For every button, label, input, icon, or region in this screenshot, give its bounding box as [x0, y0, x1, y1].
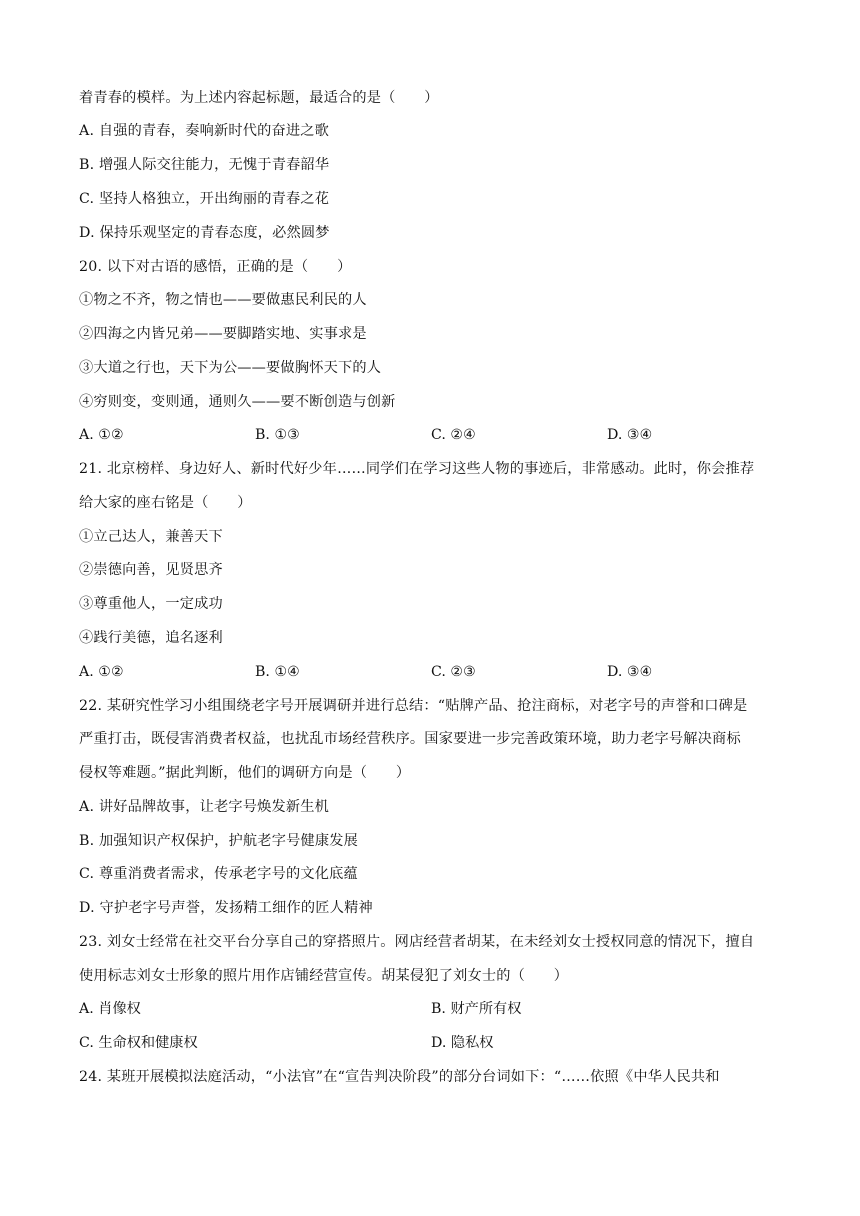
q20-item-2: ②四海之内皆兄弟——要脚踏实地、实事求是	[79, 326, 367, 342]
q21-option-c: C. ②③	[431, 664, 476, 680]
q20-option-a: A. ①②	[79, 427, 124, 443]
q21-item-2: ②崇德向善，见贤思齐	[79, 562, 223, 578]
q19-option-a: A. 自强的青春，奏响新时代的奋进之歌	[79, 123, 330, 139]
q20-option-c: C. ②④	[431, 427, 476, 443]
q23-option-a: A. 肖像权	[79, 1001, 141, 1017]
q19-option-d: D. 保持乐观坚定的青春态度，必然圆梦	[79, 225, 330, 241]
q21-item-1: ①立己达人，兼善天下	[79, 529, 223, 545]
q23-stem-line-1: 23. 刘女士经常在社交平台分享自己的穿搭照片。网店经营者胡某，在未经刘女士授权同意的情况下，擅自	[79, 934, 755, 950]
q21-item-4: ④践行美德，追名逐利	[79, 630, 223, 646]
q22-stem-line-1: 22. 某研究性学习小组围绕老字号开展调研并进行总结：“贴牌产品、抢注商标，对老字号的声誉和口碑是	[79, 698, 748, 714]
q19-option-c: C. 坚持人格独立，开出绚丽的青春之花	[79, 191, 330, 207]
q19-option-b: B. 增强人际交往能力，无愧于青春韶华	[79, 157, 330, 173]
q22-option-d: D. 守护老字号声誉，发扬精工细作的匠人精神	[79, 900, 373, 916]
q21-stem-line-1: 21. 北京榜样、身边好人、新时代好少年……同学们在学习这些人物的事迹后，非常感动。此时，你会推荐	[79, 461, 755, 477]
q22-option-c: C. 尊重消费者需求，传承老字号的文化底蕴	[79, 866, 358, 882]
q22-stem-line-2: 严重打击，既侵害消费者权益，也扰乱市场经营秩序。国家要进一步完善政策环境，助力老字号解决商标	[79, 731, 741, 747]
q21-option-b: B. ①④	[255, 664, 300, 680]
q20-item-3: ③大道之行也，天下为公——要做胸怀天下的人	[79, 360, 382, 376]
q22-stem-line-3: 侵权等难题。”据此判断，他们的调研方向是（ ）	[79, 765, 411, 781]
q20-item-1: ①物之不齐，物之情也——要做惠民利民的人	[79, 292, 367, 308]
q21-option-a: A. ①②	[79, 664, 124, 680]
q20-stem: 20. 以下对古语的感悟，正确的是（ ）	[79, 259, 352, 275]
q23-option-c: C. 生命权和健康权	[79, 1035, 198, 1051]
q23-option-b: B. 财产所有权	[431, 1001, 522, 1017]
q20-item-4: ④穷则变，变则通，通则久——要不断创造与创新	[79, 394, 396, 410]
q23-stem-line-2: 使用标志刘女士形象的照片用作店铺经营宣传。胡某侵犯了刘女士的（ ）	[79, 968, 569, 984]
q24-stem-line-1: 24. 某班开展模拟法庭活动，“小法官”在“宣告判决阶段”的部分台词如下：“……依照《中华人民共和	[79, 1069, 720, 1085]
q21-stem-line-2: 给大家的座右铭是（ ）	[79, 495, 252, 511]
q21-option-d: D. ③④	[607, 664, 653, 680]
q22-option-a: A. 讲好品牌故事，让老字号焕发新生机	[79, 799, 330, 815]
q20-option-d: D. ③④	[607, 427, 653, 443]
q19-stem-tail: 着青春的模样。为上述内容起标题，最适合的是（ ）	[79, 90, 439, 106]
q20-option-b: B. ①③	[255, 427, 300, 443]
q22-option-b: B. 加强知识产权保护，护航老字号健康发展	[79, 833, 359, 849]
q23-option-d: D. 隐私权	[431, 1035, 494, 1051]
q21-item-3: ③尊重他人，一定成功	[79, 596, 223, 612]
